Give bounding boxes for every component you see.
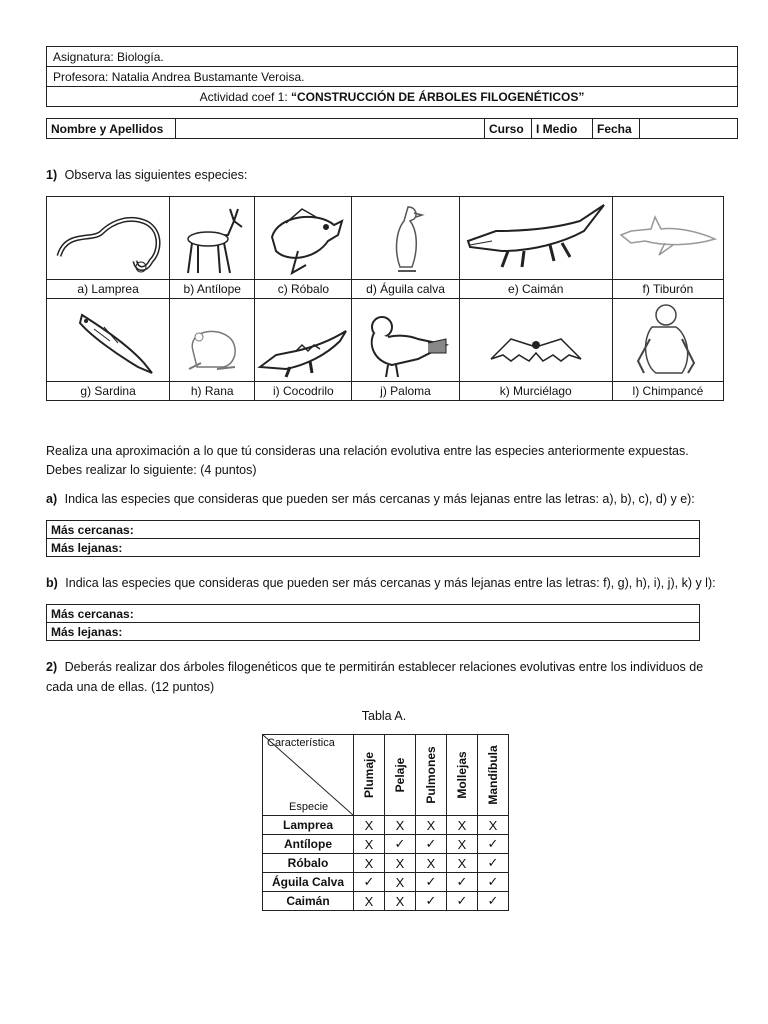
- course-value: I Medio: [532, 119, 593, 139]
- bass-fish-icon: [255, 197, 352, 280]
- species-label: d) Águila calva: [352, 280, 459, 299]
- corner-species: Especie: [289, 801, 329, 813]
- mark-cell: X: [354, 835, 385, 854]
- answer-farther-field[interactable]: Más lejanas:: [47, 539, 700, 557]
- column-header: Mollejas: [447, 735, 478, 816]
- table-row: [263, 873, 509, 892]
- question-2-number: 2): [46, 660, 58, 674]
- antelope-icon: [170, 197, 255, 280]
- chimpanzee-icon: [612, 299, 723, 382]
- mark-cell: X: [385, 873, 416, 892]
- mark-cell: X: [385, 892, 416, 911]
- activity-prefix: Actividad coef 1:: [199, 89, 292, 104]
- table-a: [262, 734, 509, 911]
- shark-icon: [612, 197, 723, 280]
- species-label: a) Lamprea: [47, 280, 170, 299]
- species-label: h) Rana: [170, 382, 255, 401]
- mark-cell: ✓: [416, 835, 447, 854]
- intro-line-1: Realiza una aproximación a lo que tú consideras una relación evolutiva entre las especies anteriormente expuestas.: [46, 444, 689, 458]
- mark-cell: ✓: [478, 873, 509, 892]
- mark-cell: ✓: [478, 854, 509, 873]
- question-2: [46, 660, 703, 674]
- intro-line-2: Debes realizar lo siguiente: (4 puntos): [46, 463, 257, 477]
- table-a-title: Tabla A.: [361, 709, 407, 723]
- header-table: [46, 46, 738, 107]
- species-label: l) Chimpancé: [612, 382, 723, 401]
- date-field[interactable]: [640, 119, 738, 139]
- species-label: f) Tiburón: [612, 280, 723, 299]
- row-species: Águila Calva: [263, 873, 354, 892]
- mark-cell: ✓: [385, 835, 416, 854]
- subject-line: Asignatura: Biología.: [47, 47, 738, 67]
- question-b: [46, 576, 716, 590]
- mark-cell: X: [416, 854, 447, 873]
- species-label: g) Sardina: [47, 382, 170, 401]
- answer-closer-field[interactable]: Más cercanas:: [47, 605, 700, 623]
- crocodile-icon: [255, 299, 352, 382]
- student-table: [46, 118, 738, 139]
- question-b-number: b): [46, 576, 58, 590]
- column-header: Pulmones: [416, 735, 447, 816]
- species-label: i) Cocodrilo: [255, 382, 352, 401]
- frog-icon: [170, 299, 255, 382]
- species-label: b) Antílope: [170, 280, 255, 299]
- row-species: Lamprea: [263, 816, 354, 835]
- question-1: [46, 168, 247, 182]
- mark-cell: X: [354, 892, 385, 911]
- bat-icon: [459, 299, 612, 382]
- table-row: [263, 892, 509, 911]
- species-label: e) Caimán: [459, 280, 612, 299]
- mark-cell: X: [354, 854, 385, 873]
- question-a: [46, 492, 695, 506]
- mark-cell: X: [447, 854, 478, 873]
- question-2-line-1: Deberás realizar dos árboles filogenéticos que te permitirán establecer relaciones evolutivas entre los individuos de: [64, 660, 704, 674]
- table-corner-header: [263, 735, 354, 816]
- row-species: Róbalo: [263, 854, 354, 873]
- date-label: Fecha: [593, 119, 640, 139]
- mark-cell: ✓: [447, 873, 478, 892]
- mark-cell: X: [385, 816, 416, 835]
- answer-table-a: [46, 520, 700, 557]
- question-a-number: a): [46, 492, 58, 506]
- column-header: Plumaje: [354, 735, 385, 816]
- mark-cell: X: [416, 816, 447, 835]
- mark-cell: ✓: [354, 873, 385, 892]
- question-b-text: Indica las especies que consideras que pueden ser más cercanas y más lejanas entre las letras: f), g), h), i), j), k) y l):: [65, 576, 716, 590]
- sardine-icon: [47, 299, 170, 382]
- species-label: j) Paloma: [352, 382, 459, 401]
- mark-cell: ✓: [478, 892, 509, 911]
- name-label: Nombre y Apellidos: [47, 119, 176, 139]
- mark-cell: X: [478, 816, 509, 835]
- eagle-icon: [352, 197, 459, 280]
- row-species: Antílope: [263, 835, 354, 854]
- species-label: k) Murciélago: [459, 382, 612, 401]
- column-header: Mandíbula: [478, 735, 509, 816]
- mark-cell: ✓: [447, 892, 478, 911]
- table-row: [263, 816, 509, 835]
- mark-cell: X: [354, 816, 385, 835]
- caiman-icon: [459, 197, 612, 280]
- answer-table-b: [46, 604, 700, 641]
- row-species: Caimán: [263, 892, 354, 911]
- answer-closer-field[interactable]: Más cercanas:: [47, 521, 700, 539]
- corner-characteristic: Característica: [267, 737, 335, 749]
- activity-line: [47, 87, 738, 107]
- mark-cell: ✓: [416, 873, 447, 892]
- question-2-line-2: cada una de ellas. (12 puntos): [46, 680, 215, 694]
- course-label: Curso: [485, 119, 532, 139]
- question-a-text: Indica las especies que consideras que pueden ser más cercanas y más lejanas entre las letras: a), b), c), d) y e):: [64, 492, 695, 506]
- mark-cell: X: [385, 854, 416, 873]
- activity-title: “CONSTRUCCIÓN DE ÁRBOLES FILOGENÉTICOS”: [291, 89, 585, 104]
- name-field[interactable]: [176, 119, 485, 139]
- mark-cell: X: [447, 835, 478, 854]
- pigeon-icon: [352, 299, 459, 382]
- question-1-text: Observa las siguientes especies:: [64, 168, 248, 182]
- species-label: c) Róbalo: [255, 280, 352, 299]
- mark-cell: ✓: [478, 835, 509, 854]
- answer-farther-field[interactable]: Más lejanas:: [47, 623, 700, 641]
- column-header: Pelaje: [385, 735, 416, 816]
- species-grid: [46, 196, 724, 401]
- teacher-line: Profesora: Natalia Andrea Bustamante Veroisa.: [47, 67, 738, 87]
- mark-cell: ✓: [416, 892, 447, 911]
- question-1-number: 1): [46, 168, 58, 182]
- table-row: [263, 854, 509, 873]
- table-row: [263, 835, 509, 854]
- lamprey-icon: [47, 197, 170, 280]
- mark-cell: X: [447, 816, 478, 835]
